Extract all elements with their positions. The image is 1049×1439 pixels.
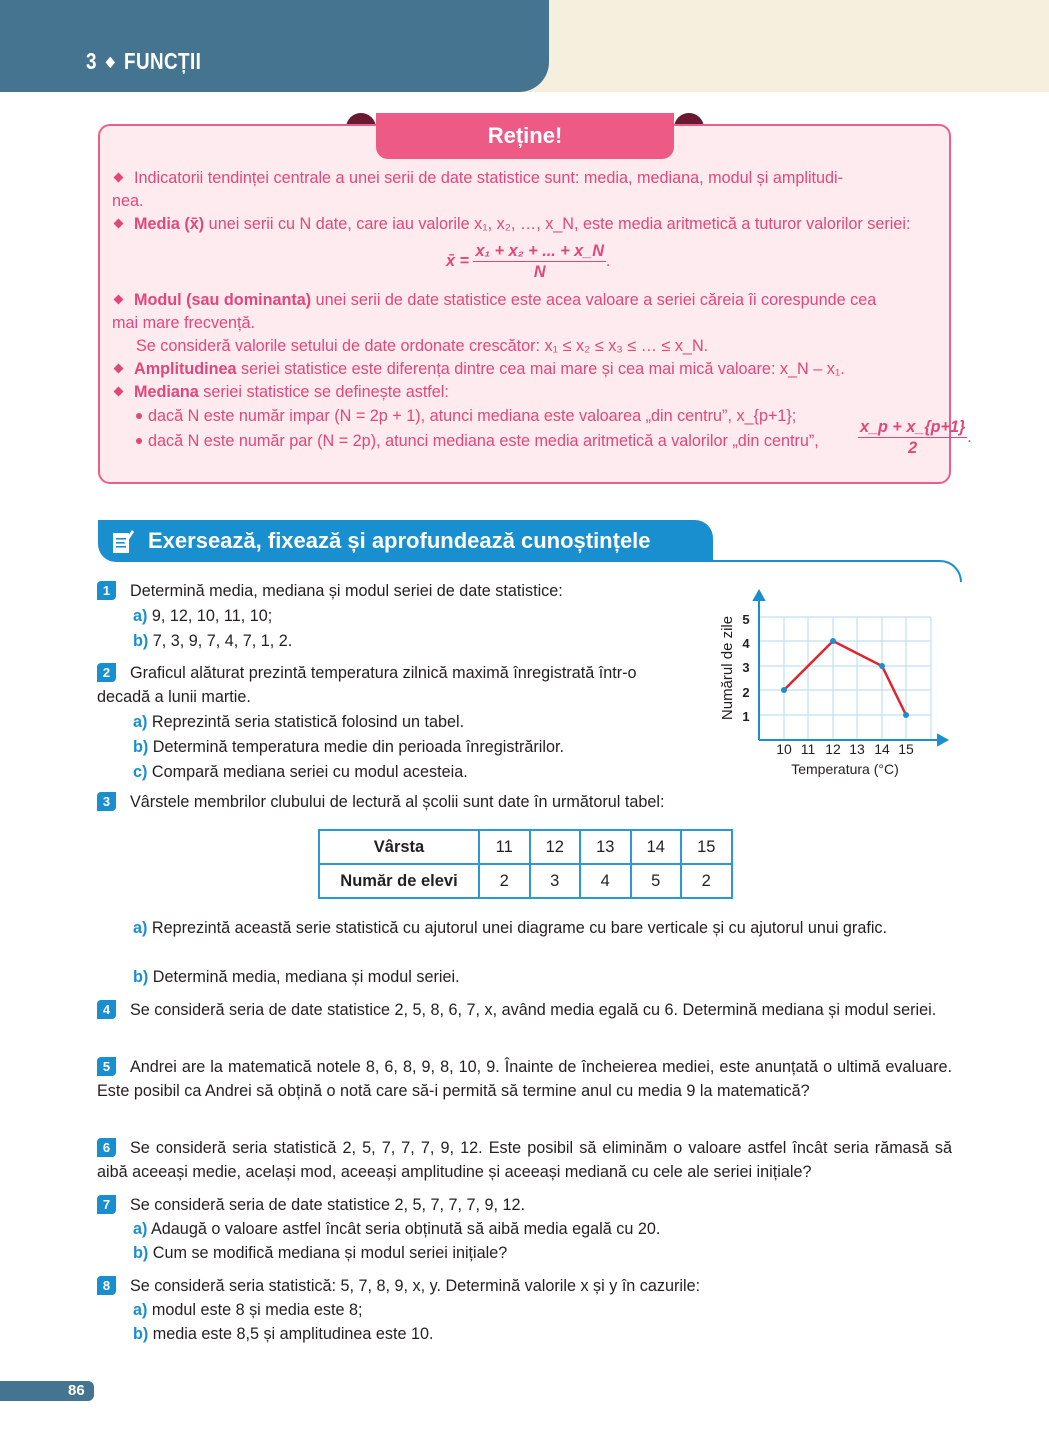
exercise-number-badge: 1 [97,581,116,600]
retine-line-indicators: Indicatorii tendinței centrale a unei serii de date statistice sunt: media, mediana, modul și amplitudi- [112,167,843,190]
exercise-2b: b) Determină temperatura medie din perioada înregistrărilor. [133,738,564,756]
exercise-6: 6 Se consideră seria statistică 2, 5, 7, 7, 7, 9, 12. Este posibil să eliminăm o valoare astfel încât seria rămasă să aibă aceeași medie, același mod, aceeași amplitudine și aceeași mediană cu cele ale seriei inițiale? [97,1139,952,1181]
temperature-line-chart [700,585,960,785]
svg-text:10: 10 [776,741,792,757]
exercise-number-badge: 5 [97,1057,116,1076]
exercise-7a: a) Adaugă o valoare astfel încât seria obținută să aibă media egală cu 20. [133,1220,661,1238]
chapter-tab [0,0,549,92]
exercise-8: 8 Se consideră seria statistică: 5, 7, 8, 9, x, y. Determină valorile x și y în cazurile: [97,1274,700,1298]
exercise-number-badge: 4 [97,1000,116,1019]
exercise-number-badge: 8 [97,1276,116,1295]
retine-line-media: Media (x̄) unei serii cu N date, care iau valorile x₁, x₂, …, x_N, este media aritmetică a tuturor valorilor seriei: [112,213,910,236]
retine-line-mediana-odd: dacă N este număr impar (N = 2p + 1), atunci mediana este valoarea „din centru”, x_{p+1}; [136,405,796,428]
bullet-dot-icon [136,413,142,419]
svg-text:1: 1 [742,709,750,724]
exercise-3a: a) Reprezintă această serie statistică cu ajutorul unei diagrame cu bare verticale și cu ajutorul unui grafic. [133,919,888,937]
exercise-3: 3 Vârstele membrilor clubului de lectură al școlii sunt date în următorul tabel: [97,790,664,814]
ages-table [318,829,733,899]
exercise-8b: b) media este 8,5 și amplitudinea este 10. [133,1325,434,1343]
chapter-name: FUNCȚII [124,48,202,74]
retine-line-mediana: Mediana seriei statistice se definește astfel: [112,381,449,404]
svg-text:12: 12 [825,741,841,757]
bullet-diamond-icon [114,387,124,397]
exercise-2a: a) Reprezintă seria statistică folosind un tabel. [133,713,465,731]
exercise-2c: c) Compară mediana seriei cu modul acesteia. [133,763,468,781]
exercise-number-badge: 6 [97,1138,116,1157]
chart-grid [759,617,931,740]
exercise-5: 5 Andrei are la matematică notele 8, 6, 8, 9, 8, 10, 9. Înainte de încheierea mediei, este anunțată o ultimă evaluare. Este posibil ca Andrei să obțină o notă care să-i permită să termine anul cu media 9 la matematică? [97,1058,952,1100]
exercise-7b: b) Cum se modifică mediana și modul seriei inițiale? [133,1244,508,1262]
bullet-diamond-icon [114,173,124,183]
exercise-4: 4 Se consideră seria de date statistice 2, 5, 8, 6, 7, x, având media egală cu 6. Determină mediana și modul seriei. [97,998,952,1022]
retine-line-indicators-cont: nea. [112,192,144,210]
bullet-diamond-icon [114,219,124,229]
chart-line [784,641,906,715]
exercise-2-cont: decadă a lunii martie. [97,688,251,706]
exercise-number-badge: 3 [97,792,116,811]
media-formula: x̄ = $\frac{\text{x₁ + x₂ + ... + x\_N}}{N}$ . [446,242,611,281]
chapter-title [86,48,201,75]
exercises-title: Exersează, fixează și aprofundează cunoștințele [148,528,651,553]
chart-x-label: Temperatura (°C) [791,761,899,777]
page-number: 86 [68,1382,85,1399]
exercise-3b: b) Determină media, mediana și modul seriei. [133,968,460,986]
table-row: Vârsta 11 12 13 14 15 [319,830,732,864]
svg-text:11: 11 [800,741,816,757]
svg-text:14: 14 [874,741,890,757]
retine-line-mediana-even: dacă N este număr par (N = 2p), atunci mediana este media aritmetică a valorilor „din centru”, [136,430,819,453]
notepad-pencil-icon [112,528,134,554]
svg-text:5: 5 [742,612,750,627]
svg-text:13: 13 [849,741,865,757]
exercise-2: 2 Graficul alăturat prezintă temperatura zilnică maximă înregistrată într-o [97,661,637,685]
exercise-8a: a) modul este 8 și media este 8; [133,1301,363,1319]
bullet-diamond-icon [114,295,124,305]
exercise-number-badge: 2 [97,663,116,682]
retine-line-amplitudine: Amplitudinea seriei statistice este diferența dintre cea mai mare și cea mai mică valoare: x_N – x₁. [112,358,845,381]
retine-line-ordered: Se consideră valorile setului de date ordonate crescător: x₁ ≤ x₂ ≤ x₃ ≤ … ≤ x_N. [136,337,709,355]
retine-line-modul: Modul (sau dominanta) unei serii de date statistice este acea valoare a seriei căreia îi corespunde cea [112,289,876,312]
bullet-dot-icon [136,438,142,444]
exercise-1: 1 Determină media, mediana și modul seriei de date statistice: [97,579,563,603]
chart-axes [754,591,947,745]
exercise-1a: a) 9, 12, 10, 11, 10; [133,607,273,625]
chart-markers [781,638,909,718]
retine-title: Reține! [376,113,674,159]
table-row: Număr de elevi 2 3 4 5 2 [319,864,732,898]
diamond-icon: ◆ [105,53,116,69]
svg-text:2: 2 [742,685,750,700]
svg-text:3: 3 [742,660,750,675]
svg-text:15: 15 [898,741,914,757]
exercise-1b: b) 7, 3, 9, 7, 4, 7, 1, 2. [133,632,293,650]
retine-line-modul-cont: mai mare frecvență. [112,314,256,332]
chart-y-label: Numărul de zile [719,615,736,721]
bullet-diamond-icon [114,364,124,374]
mediana-even-formula: $\frac{x\_p + x\_\{p+1\}}{2}$ . [860,418,972,457]
exercises-header-line [700,560,962,582]
svg-text:4: 4 [742,636,750,651]
chapter-number: 3 [86,48,97,74]
exercise-7: 7 Se consideră seria de date statistice 2, 5, 7, 7, 7, 9, 12. [97,1193,525,1217]
exercise-number-badge: 7 [97,1195,116,1214]
